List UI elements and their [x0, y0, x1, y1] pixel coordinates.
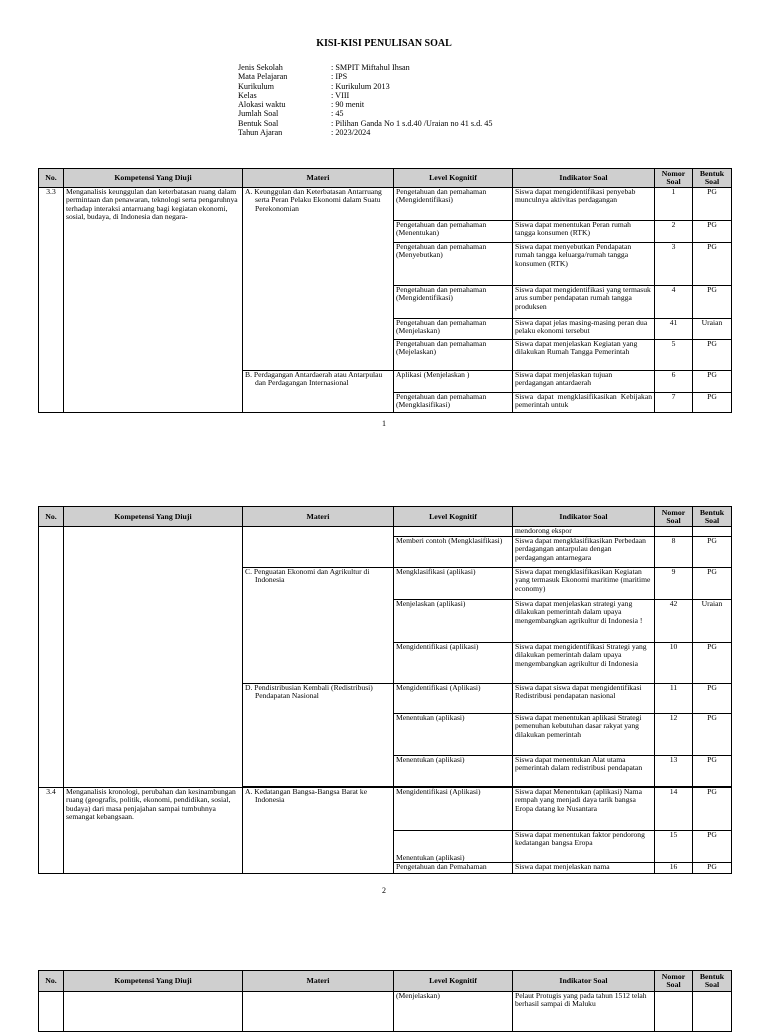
indikator-cell: Siswa dapat menyebutkan Pendapatan rumah tangga keluarga/rumah tangga konsumen (RTK) — [513, 243, 655, 286]
level-cell: Pengetahuan dan pemahaman (Mengidentifikasi) — [394, 286, 513, 319]
info-label: Jenis Sekolah — [238, 63, 283, 72]
header-kompetensi: Kompetensi Yang Diuji — [64, 169, 243, 188]
materi-cell: D. Pendistribusian Kembali (Redistribusi) Pendapatan Nasional — [243, 684, 394, 787]
level-cell: Pengetahuan dan pemahaman (Mengklasifikasi) — [394, 393, 513, 413]
indikator-cell: Siswa dapat menjelaskan nama — [513, 863, 655, 874]
info-value: : IPS — [331, 72, 348, 82]
kd-number: 3.3 — [39, 188, 64, 413]
level-cell: Mengidentifikasi (Aplikasi) — [394, 684, 513, 714]
level-cell: Menjelaskan (aplikasi) — [394, 600, 513, 643]
nomor-cell: 12 — [655, 714, 693, 756]
info-label: Kelas — [238, 90, 257, 100]
document-title: KISI-KISI PENULISAN SOAL — [316, 38, 452, 49]
bentuk-cell: PG — [693, 714, 732, 756]
kd-number — [39, 992, 64, 1032]
table-header-row — [39, 169, 732, 188]
indikator-cell: Siswa dapat menjelaskan tujuan perdagangan antardaerah — [513, 371, 655, 393]
nomor-cell: 41 — [655, 319, 693, 340]
indikator-cell: Siswa dapat mengklasifikasikan Perbedaan perdagangan antarpulau dengan perdagangan antarnegara — [513, 537, 655, 568]
bentuk-cell — [693, 527, 732, 537]
header-materi: Materi — [243, 169, 394, 188]
bentuk-cell: PG — [693, 286, 732, 319]
header-nomor: Nomor Soal — [655, 507, 693, 527]
header-bentuk: Bentuk Soal — [693, 169, 732, 188]
table-header-row — [39, 507, 732, 527]
indikator-cell: Siswa dapat mengklasifikasikan Kegiatan yang termasuk Ekonomi maritime (maritime economy) — [513, 568, 655, 600]
info-value: : Kurikulum 2013 — [331, 81, 390, 91]
info-label: Alokasi waktu — [238, 100, 286, 110]
header-level: Level Kognitif — [394, 507, 513, 527]
info-label: Tahun Ajaran — [238, 128, 283, 138]
nomor-cell: 15 — [655, 831, 693, 863]
page-1-table-wrap — [38, 168, 732, 413]
nomor-cell: 5 — [655, 340, 693, 371]
level-cell: Menentukan (aplikasi) — [394, 831, 513, 863]
kompetensi-cell — [64, 992, 243, 1032]
info-value: : 45 — [331, 109, 344, 119]
bentuk-cell: PG — [693, 756, 732, 787]
nomor-cell: 7 — [655, 393, 693, 413]
info-label: Bentuk Soal — [238, 118, 279, 128]
materi-cell — [243, 527, 394, 568]
info-value: : 2023/2024 — [331, 128, 371, 138]
info-label: Jumlah Soal — [238, 109, 279, 119]
bentuk-cell: PG — [693, 221, 732, 243]
header-nomor: Nomor Soal — [655, 169, 693, 188]
indikator-cell: Siswa dapat siswa dapat mengidentifikasi Redistribusi pendapatan nasional — [513, 684, 655, 714]
info-label: Mata Pelajaran — [238, 72, 288, 82]
document-info — [238, 63, 492, 137]
materi-cell — [243, 992, 394, 1032]
nomor-cell: 9 — [655, 568, 693, 600]
indikator-cell: Siswa dapat menjelaskan Kegiatan yang dilakukan Rumah Tangga Pemerintah — [513, 340, 655, 371]
bentuk-cell: PG — [693, 643, 732, 684]
bentuk-cell: PG — [693, 243, 732, 286]
info-row — [238, 100, 492, 109]
info-row — [238, 119, 492, 128]
indikator-cell: Siswa dapat mengklasifikasikan Kebijakan pemerintah untuk — [513, 393, 655, 413]
header-kompetensi: Kompetensi Yang Diuji — [64, 507, 243, 527]
kompetensi-cell — [64, 527, 243, 788]
bentuk-cell: Uraian — [693, 319, 732, 340]
nomor-cell: 6 — [655, 371, 693, 393]
indikator-cell: Pelaut Protugis yang pada tahun 1512 telah berhasil sampai di Maluku — [513, 992, 655, 1032]
bentuk-cell: PG — [693, 340, 732, 371]
level-cell: Pengetahuan dan pemahaman (Menyebutkan) — [394, 243, 513, 286]
header-kompetensi: Kompetensi Yang Diuji — [64, 971, 243, 992]
indikator-cell: Siswa dapat mengidentifikasi Strategi yang dilakukan pemerintah dalam upaya mengembangkan agrikultur di Indonesia — [513, 643, 655, 684]
nomor-cell — [655, 992, 693, 1032]
kisi-table-page-1 — [38, 168, 732, 413]
header-nomor: Nomor Soal — [655, 971, 693, 992]
materi-cell: B. Perdagangan Antardaerah atau Antarpulau dan Perdagangan Internasional — [243, 371, 394, 413]
level-cell: Pengetahuan dan pemahaman (Mengidentifikasi) — [394, 188, 513, 221]
header-bentuk: Bentuk Soal — [693, 507, 732, 527]
bentuk-cell: PG — [693, 788, 732, 831]
kompetensi-cell: Menganalisis kronologi, perubahan dan kesinambungan ruang (geografis, politik, ekonomi, pendidikan, sosial, budaya) dari masa penjajahan sampai tumbuhnya semangat kebangsaan. — [64, 788, 243, 874]
info-row — [238, 91, 492, 100]
kompetensi-cell: Menganalisis keunggulan dan keterbatasan ruang dalam permintaan dan penawaran, teknologi serta pengaruhnya terhadap interaksi antarruang bagi kegiatan ekonomi, sosial, budaya, di Indonesia dan negara- — [64, 188, 243, 413]
header-no: No. — [39, 169, 64, 188]
table-row — [39, 527, 732, 537]
header-level: Level Kognitif — [394, 169, 513, 188]
table-row — [39, 188, 732, 221]
nomor-cell: 4 — [655, 286, 693, 319]
nomor-cell: 8 — [655, 537, 693, 568]
info-row — [238, 82, 492, 91]
info-row — [238, 63, 492, 72]
nomor-cell: 42 — [655, 600, 693, 643]
bentuk-cell: PG — [693, 684, 732, 714]
level-cell: (Menjelaskan) — [394, 992, 513, 1032]
page-number: 2 — [382, 886, 386, 895]
header-materi: Materi — [243, 971, 394, 992]
level-cell: Mengidentifikasi (aplikasi) — [394, 643, 513, 684]
header-indikator: Indikator Soal — [513, 971, 655, 992]
level-cell: Mengklasifikasi (aplikasi) — [394, 568, 513, 600]
kd-number — [39, 527, 64, 788]
indikator-cell: Siswa dapat jelas masing-masing peran dua pelaku ekonomi tersebut — [513, 319, 655, 340]
header-level: Level Kognitif — [394, 971, 513, 992]
materi-cell: A. Keunggulan dan Keterbatasan Antarruang serta Peran Pelaku Ekonomi dalam Suatu Perekonomian — [243, 188, 394, 371]
bentuk-cell: PG — [693, 537, 732, 568]
nomor-cell: 13 — [655, 756, 693, 787]
nomor-cell: 10 — [655, 643, 693, 684]
page-number: 1 — [382, 419, 386, 428]
level-cell: Mengidentifikasi (Aplikasi) — [394, 788, 513, 831]
table-header-row — [39, 971, 732, 992]
page-3-table-wrap — [38, 970, 732, 1032]
indikator-cell: Siswa dapat menentukan Peran rumah tangga konsumen (RTK) — [513, 221, 655, 243]
nomor-cell: 16 — [655, 863, 693, 874]
info-row — [238, 72, 492, 81]
table-row — [39, 992, 732, 1032]
info-row — [238, 128, 492, 137]
bentuk-cell: PG — [693, 371, 732, 393]
nomor-cell: 1 — [655, 188, 693, 221]
bentuk-cell — [693, 992, 732, 1032]
indikator-cell: Siswa dapat menentukan aplikasi Strategi pemenuhan kebutuhan dasar rakyat yang dilakukan pemerintah — [513, 714, 655, 756]
info-row — [238, 109, 492, 118]
header-no: No. — [39, 507, 64, 527]
level-cell: Pengetahuan dan pemahaman (Menentukan) — [394, 221, 513, 243]
bentuk-cell: PG — [693, 831, 732, 863]
info-label: Kurikulum — [238, 81, 274, 91]
nomor-cell: 14 — [655, 788, 693, 831]
level-cell: Aplikasi (Menjelaskan ) — [394, 371, 513, 393]
level-cell: Memberi contoh (Mengklasifikasi) — [394, 537, 513, 568]
info-value: : 90 menit — [331, 100, 365, 110]
nomor-cell: 3 — [655, 243, 693, 286]
indikator-cell: Siswa dapat menjelaskan strategi yang dilakukan pemerintah dalam upaya mengembangkan agrikultur di Indonesia ! — [513, 600, 655, 643]
indikator-cell: mendorong ekspor — [513, 527, 655, 537]
kd-number: 3.4 — [39, 788, 64, 874]
level-cell: Pengetahuan dan pemahaman (Mejelaskan) — [394, 340, 513, 371]
header-indikator: Indikator Soal — [513, 169, 655, 188]
info-value: : SMPIT Miftahul Ihsan — [331, 63, 410, 72]
level-cell: Menentukan (aplikasi) — [394, 756, 513, 787]
info-value: : VIII — [331, 90, 350, 100]
header-indikator: Indikator Soal — [513, 507, 655, 527]
bentuk-cell: PG — [693, 568, 732, 600]
indikator-cell: Siswa dapat menentukan Alat utama pemerintah dalam redistribusi pendapatan — [513, 756, 655, 787]
nomor-cell: 11 — [655, 684, 693, 714]
kisi-table-page-2 — [38, 506, 732, 874]
nomor-cell: 2 — [655, 221, 693, 243]
materi-cell: C. Penguatan Ekonomi dan Agrikultur di Indonesia — [243, 568, 394, 684]
materi-cell: A. Kedatangan Bangsa-Bangsa Barat ke Indonesia — [243, 788, 394, 874]
info-value: : Pilihan Ganda No 1 s.d.40 /Uraian no 41 s.d. 45 — [331, 118, 493, 128]
header-no: No. — [39, 971, 64, 992]
indikator-cell: Siswa dapat Menentukan (aplikasi) Nama rempah yang menjadi daya tarik bangsa Eropa datang ke Nusantara — [513, 788, 655, 831]
bentuk-cell: PG — [693, 393, 732, 413]
indikator-cell: Siswa dapat menentukan faktor pendorong kedatangan bangsa Eropa — [513, 831, 655, 863]
nomor-cell — [655, 527, 693, 537]
header-materi: Materi — [243, 507, 394, 527]
level-cell: Menentukan (aplikasi) — [394, 714, 513, 756]
page-2-table-wrap — [38, 506, 732, 874]
kisi-table-page-3 — [38, 970, 732, 1032]
bentuk-cell: PG — [693, 188, 732, 221]
bentuk-cell: PG — [693, 863, 732, 874]
header-bentuk: Bentuk Soal — [693, 971, 732, 992]
level-cell — [394, 527, 513, 537]
table-row — [39, 788, 732, 831]
bentuk-cell: Uraian — [693, 600, 732, 643]
indikator-cell: Siswa dapat mengidentifikasi penyebab munculnya aktivitas perdagangan — [513, 188, 655, 221]
indikator-cell: Siswa dapat mengidentifikasi yang termasuk arus sumber pendapatan rumah tangga produksen — [513, 286, 655, 319]
level-cell: Pengetahuan dan pemahaman (Menjelaskan) — [394, 319, 513, 340]
level-cell: Pengetahuan dan Pemahaman — [394, 863, 513, 874]
